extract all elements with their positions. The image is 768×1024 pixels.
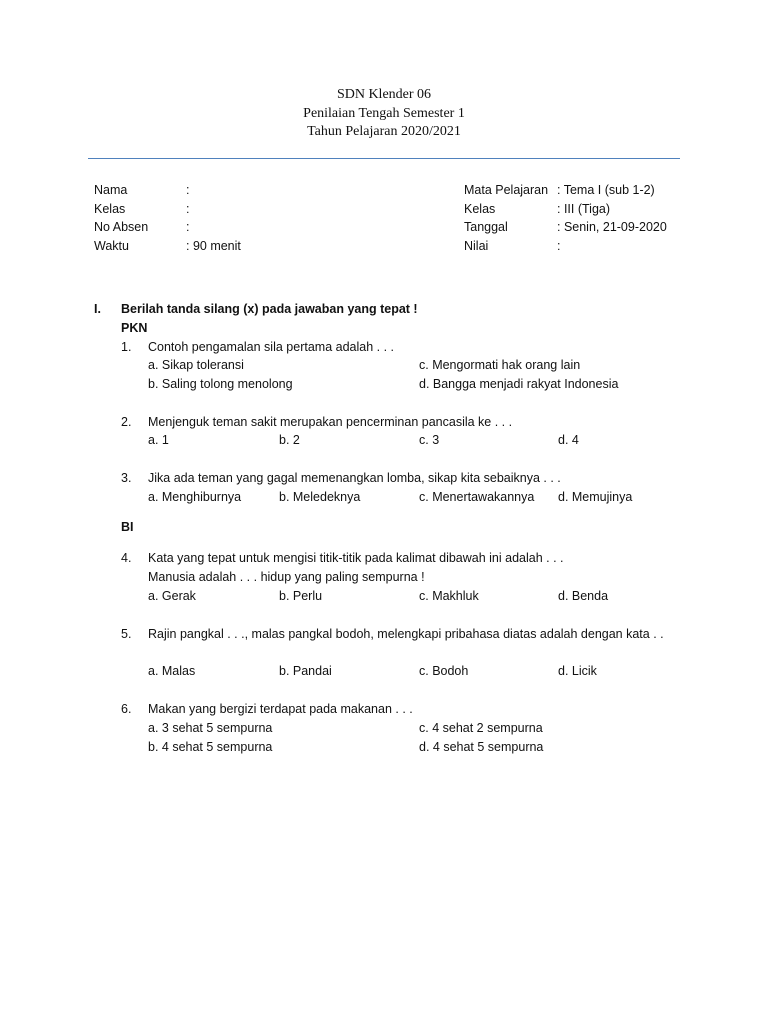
info-value-no-absen: : <box>186 220 190 234</box>
info-value-kelas-right: : III (Tiga) <box>557 202 611 216</box>
question-text: Kata yang tepat untuk mengisi titik-titik pada kalimat dibawah ini adalah . . . <box>148 551 564 565</box>
academic-year: Tahun Pelajaran 2020/2021 <box>307 124 461 139</box>
answer-option[interactable]: c. Mengormati hak orang lain <box>419 358 581 372</box>
answer-option[interactable]: c. Bodoh <box>419 664 469 678</box>
info-value-mata-pelajaran: : Tema I (sub 1-2) <box>557 183 655 197</box>
info-value-kelas: : <box>186 202 190 216</box>
school-name: SDN Klender 06 <box>336 87 432 102</box>
info-value-waktu: : 90 menit <box>186 239 241 253</box>
answer-option[interactable]: d. 4 <box>558 433 579 447</box>
answer-option[interactable]: c. 3 <box>419 433 440 447</box>
question-text: Rajin pangkal . . ., malas pangkal bodoh, melengkapi pribahasa diatas adalah dengan kata . . <box>148 627 664 641</box>
question-text: Menjenguk teman sakit merupakan pencerminan pancasila ke . . . <box>148 415 513 429</box>
info-label-nama: Nama <box>94 183 128 197</box>
subject-bi: BI <box>121 520 134 534</box>
answer-option[interactable]: d. Memujinya <box>558 490 633 504</box>
info-value-nama: : <box>186 183 190 197</box>
answer-option[interactable]: a. Menghiburnya <box>148 490 242 504</box>
question-number: 5. <box>121 627 132 641</box>
answer-option[interactable]: b. Meledeknya <box>279 490 361 504</box>
answer-option[interactable]: d. Bangga menjadi rakyat Indonesia <box>419 377 619 391</box>
answer-option[interactable]: a. Sikap toleransi <box>148 358 244 372</box>
info-label-kelas: Kelas <box>94 202 126 216</box>
info-value-tanggal: : Senin, 21-09-2020 <box>557 220 667 234</box>
info-value-nilai: : <box>557 239 561 253</box>
question-sentence: Manusia adalah . . . hidup yang paling sempurna ! <box>148 570 425 584</box>
question-number: 6. <box>121 702 132 716</box>
info-label-nilai: Nilai <box>464 239 489 253</box>
answer-option[interactable]: b. Saling tolong menolong <box>148 377 293 391</box>
answer-option[interactable]: a. 3 sehat 5 sempurna <box>148 721 273 735</box>
answer-option[interactable]: b. Pandai <box>279 664 332 678</box>
answer-option[interactable]: d. Benda <box>558 589 609 603</box>
info-label-no-absen: No Absen <box>94 220 149 234</box>
exam-title: Penilaian Tengah Semester 1 <box>303 106 465 121</box>
answer-option[interactable]: b. 4 sehat 5 sempurna <box>148 740 273 754</box>
info-label-mata-pelajaran: Mata Pelajaran <box>464 183 549 197</box>
question-number: 3. <box>121 471 132 485</box>
answer-option[interactable]: c. Makhluk <box>419 589 479 603</box>
info-label-kelas-right: Kelas <box>464 202 496 216</box>
subject-pkn: PKN <box>121 321 148 335</box>
info-label-waktu: Waktu <box>94 239 129 253</box>
answer-option[interactable]: d. 4 sehat 5 sempurna <box>419 740 544 754</box>
answer-option[interactable]: c. 4 sehat 2 sempurna <box>419 721 543 735</box>
answer-option[interactable]: b. Perlu <box>279 589 323 603</box>
question-text: Jika ada teman yang gagal memenangkan lomba, sikap kita sebaiknya . . . <box>148 471 561 485</box>
info-label-tanggal: Tanggal <box>464 220 508 234</box>
section-instruction: Berilah tanda silang (x) pada jawaban yang tepat ! <box>121 302 418 316</box>
answer-option[interactable]: a. Malas <box>148 664 196 678</box>
section-number: I. <box>94 302 101 316</box>
question-number: 4. <box>121 551 132 565</box>
question-text: Contoh pengamalan sila pertama adalah . . . <box>148 340 394 354</box>
answer-option[interactable]: d. Licik <box>558 664 597 678</box>
answer-option[interactable]: b. 2 <box>279 433 300 447</box>
answer-option[interactable]: a. Gerak <box>148 589 196 603</box>
answer-option[interactable]: a. 1 <box>148 433 169 447</box>
answer-option[interactable]: c. Menertawakannya <box>419 490 535 504</box>
question-number: 1. <box>121 340 132 354</box>
question-number: 2. <box>121 415 132 429</box>
question-text: Makan yang bergizi terdapat pada makanan . . . <box>148 702 413 716</box>
header-divider <box>88 158 680 159</box>
